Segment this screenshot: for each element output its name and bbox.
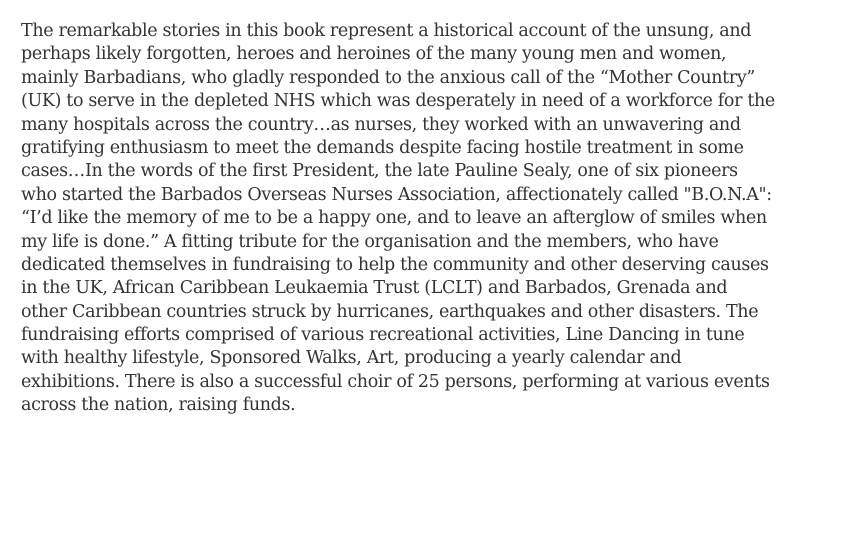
paragraph-line-5: many hospitals across the country…as nurses, they worked with an unwavering and	[21, 114, 741, 135]
paragraph-line-2: perhaps likely forgotten, heroes and heroines of the many young men and women,	[21, 44, 727, 65]
paragraph-line-4: (UK) to serve in the depleted NHS which was desperately in need of a workforce for the	[21, 91, 775, 112]
paragraph-line-10: my life is done.” A fitting tribute for the organisation and the members, who have	[21, 231, 719, 252]
paragraph-line-15: with healthy lifestyle, Sponsored Walks, Art, producing a yearly calendar and	[21, 348, 682, 369]
paragraph-line-9: “I’d like the memory of me to be a happy one, and to leave an afterglow of smiles when	[21, 208, 767, 229]
paragraph-line-17: across the nation, raising funds.	[21, 395, 296, 416]
paragraph-line-8: who started the Barbados Overseas Nurses Association, affectionately called "B.O.N.A":	[21, 184, 772, 205]
paragraph-line-13: other Caribbean countries struck by hurricanes, earthquakes and other disasters. The	[21, 301, 759, 322]
body-paragraph	[21, 20, 851, 418]
paragraph-line-16: exhibitions. There is also a successful choir of 25 persons, performing at various events	[21, 371, 770, 392]
paragraph-line-7: cases…In the words of the first President, the late Pauline Sealy, one of six pioneers	[21, 161, 738, 182]
paragraph-line-14: fundraising efforts comprised of various recreational activities, Line Dancing in tune	[21, 325, 745, 346]
paragraph-line-3: mainly Barbadians, who gladly responded to the anxious call of the “Mother Country”	[21, 67, 756, 88]
paragraph-line-1: The remarkable stories in this book represent a historical account of the unsung, and	[21, 21, 752, 41]
paragraph-line-6: gratifying enthusiasm to meet the demands despite facing hostile treatment in some	[21, 137, 744, 158]
paragraph-line-11: dedicated themselves in fundraising to help the community and other deserving causes	[21, 254, 769, 275]
paragraph-line-12: in the UK, African Caribbean Leukaemia Trust (LCLT) and Barbados, Grenada and	[21, 278, 728, 299]
